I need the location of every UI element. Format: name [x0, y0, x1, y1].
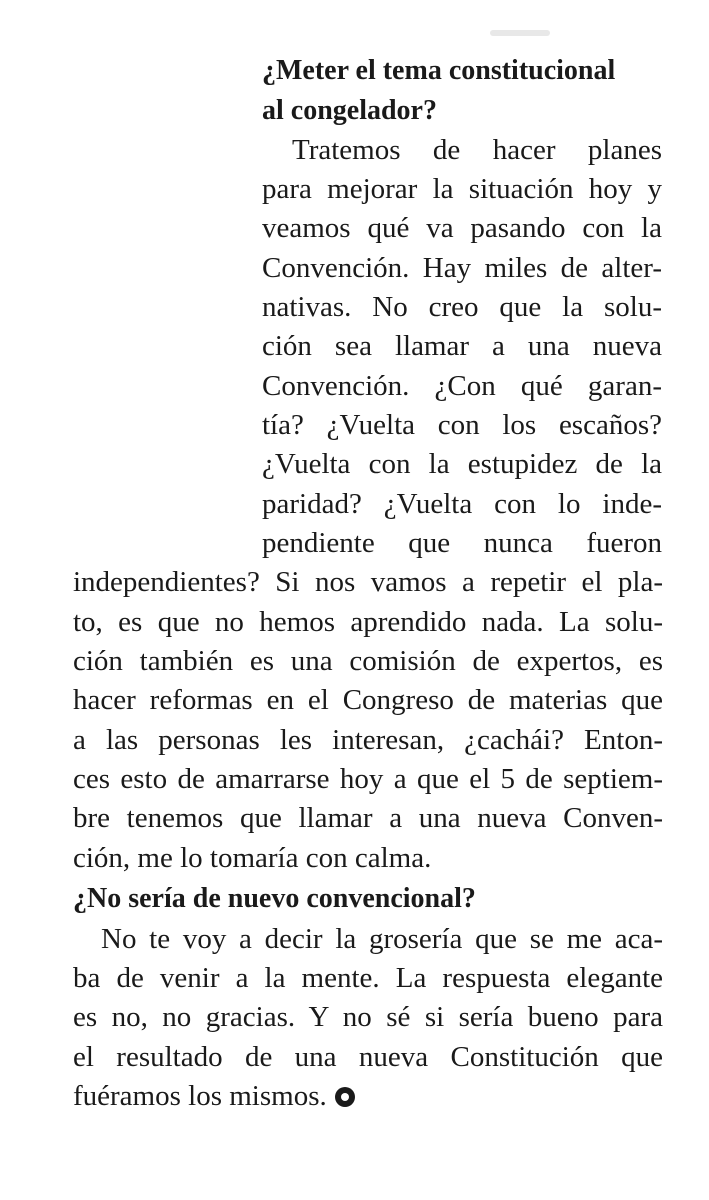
answer-line: to, es que no hemos aprendido nada. La solu-	[73, 606, 663, 638]
answer-line: el resultado de una nueva Constitución que	[73, 1041, 663, 1073]
answer-line: es no, no gracias. Y no sé si sería bueno para	[73, 1001, 663, 1033]
answer-line: Tratemos de hacer planes	[292, 134, 662, 166]
answer-line: ción, me lo tomaría con calma.	[73, 842, 432, 874]
answer-line: ¿Vuelta con la estupidez de la	[262, 448, 662, 480]
scan-artifact	[490, 30, 550, 36]
answer-line: para mejorar la situación hoy y	[262, 173, 662, 205]
answer-line: ción sea llamar a una nueva	[262, 330, 662, 362]
answer-line: hacer reformas en el Congreso de materias que	[73, 684, 663, 716]
answer-line: fuéramos los mismos.	[73, 1080, 327, 1112]
answer-line: nativas. No creo que la solu-	[262, 291, 662, 323]
answer-line: veamos qué va pasando con la	[262, 212, 662, 244]
end-of-article-icon	[335, 1087, 355, 1107]
answer-line: No te voy a decir la grosería que se me aca-	[101, 923, 663, 955]
answer-line: ba de venir a la mente. La respuesta elegante	[73, 962, 663, 994]
answer-line: independientes? Si nos vamos a repetir el pla-	[73, 566, 663, 598]
answer-line: ción también es una comisión de expertos, es	[73, 645, 663, 677]
answer-line: a las personas les interesan, ¿cachái? Enton-	[73, 724, 663, 756]
answer-line: Convención. ¿Con qué garan-	[262, 370, 662, 402]
answer-line: Convención. Hay miles de alter-	[262, 252, 662, 284]
question-heading-line: ¿Meter el tema constitucional	[262, 55, 616, 86]
answer-last-line	[73, 1078, 663, 1115]
answer-line: ces esto de amarrarse hoy a que el 5 de septiem-	[73, 763, 663, 795]
question-heading-line: al congelador?	[262, 95, 437, 126]
answer-line: tía? ¿Vuelta con los escaños?	[262, 409, 662, 441]
question-heading: ¿No sería de nuevo convencional?	[73, 883, 476, 914]
answer-line: bre tenemos que llamar a una nueva Conven-	[73, 802, 663, 834]
answer-line: pendiente que nunca fueron	[262, 527, 662, 559]
answer-line: paridad? ¿Vuelta con lo inde-	[262, 488, 662, 520]
